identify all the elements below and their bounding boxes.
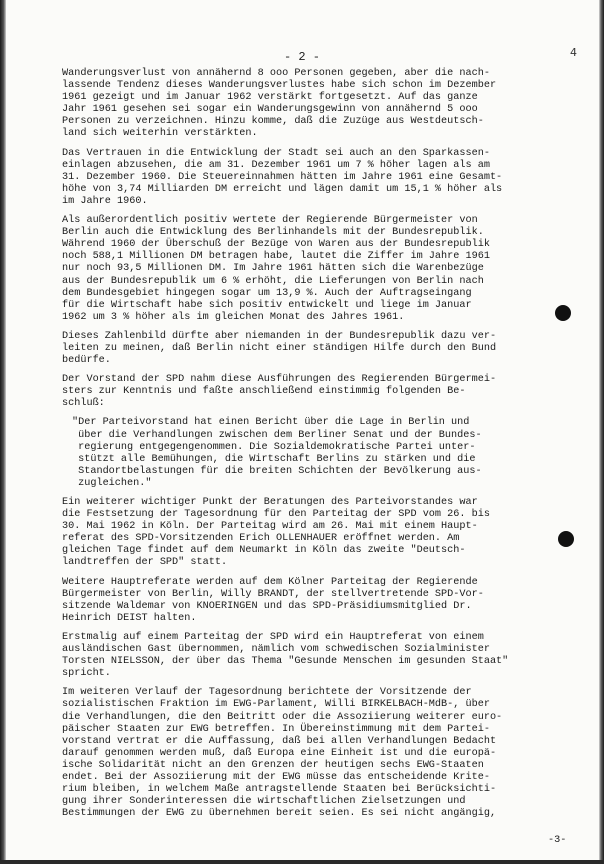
corner-mark: 4 bbox=[570, 46, 577, 59]
text-line: die Festsetzung der Tagesordnung für den Parteitag der SPD vom 26. bis bbox=[62, 509, 490, 521]
text-line: 1962 um 3 % höher als im gleichen Monat des Jahres 1961. bbox=[62, 311, 405, 323]
paragraph bbox=[62, 632, 590, 680]
text-line: ische Solidarität nicht an den Grenzen der heutigen sechs EWG-Staaten bbox=[62, 759, 484, 771]
text-line: Wanderungsverlust von annähernd 8 ooo Personen gegeben, aber die nach- bbox=[62, 68, 490, 79]
document-body bbox=[62, 68, 590, 827]
text-line: sitzende Waldemar von KNOERINGEN und das SPD-Präsidiumsmitglied Dr. bbox=[62, 600, 472, 612]
text-line: höhe von 3,74 Milliarden DM erreicht und lägen damit um 15,1 % höher als bbox=[62, 183, 503, 195]
text-line: Während 1960 der Überschuß der Bezüge von Waren aus der Bundesrepublik bbox=[62, 239, 490, 251]
text-line: Der Vorstand der SPD nahm diese Ausführungen des Regierenden Bürgermei- bbox=[62, 374, 497, 386]
text-line: 30. Mai 1962 in Köln. Der Parteitag wird am 26. Mai mit einem Haupt- bbox=[62, 521, 478, 533]
text-line: die Verhandlungen, die den Beitritt oder die Assoziierung weiterer euro- bbox=[62, 711, 503, 723]
text-line: über die Verhandlungen zwischen dem Berliner Senat und der Bundes- bbox=[72, 429, 482, 441]
text-line: rium bleiben, in welchem Maße antragstellende Staaten bei Berücksichti- bbox=[62, 784, 497, 796]
text-line: dem Bundesgebiet hingegen sogar um 13,9 %. Auch der Auftragseingang bbox=[62, 287, 472, 299]
text-line: land sich weiterhin verstärkten. bbox=[62, 128, 258, 140]
text-line: stützt alle Bemühungen, die Wirtschaft Berlins zu stärken und die bbox=[72, 453, 476, 465]
text-line: spricht. bbox=[62, 668, 111, 680]
text-line: Heinrich DEIST halten. bbox=[62, 612, 197, 624]
text-line: Torsten NIELSSON, der über das Thema "Gesunde Menschen im gesunden Staat" bbox=[62, 656, 509, 668]
text-line: referat des SPD-Vorsitzenden Erich OLLENHAUER eröffnet werden. Am bbox=[62, 533, 460, 545]
paragraph bbox=[62, 68, 590, 141]
scan-border-right bbox=[599, 0, 604, 864]
quoted-resolution bbox=[72, 417, 590, 490]
text-line: Weitere Hauptreferate werden auf dem Kölner Parteitag der Regierende bbox=[62, 576, 478, 588]
text-line: ausländischen Gast übernommen, nämlich vom schwedischen Sozialminister bbox=[62, 644, 490, 656]
paragraph bbox=[62, 577, 590, 625]
text-line: noch 588,1 Millionen DM betragen habe, lautet die Ziffer im Jahre 1961 bbox=[62, 251, 490, 263]
text-line: landtreffen der SPD" statt. bbox=[62, 557, 228, 569]
text-line: darauf genommen werden muß, daß Europa eine Einheit ist und die europä- bbox=[62, 747, 497, 759]
text-line: im Jahre 1960. bbox=[62, 195, 148, 207]
text-line: leiten zu meinen, daß Berlin nicht einer ständigen Hilfe durch den Bund bbox=[62, 342, 497, 354]
text-line: Personen zu verzeichnen. Hinzu komme, daß die Zuzüge aus Westdeutsch- bbox=[62, 116, 484, 128]
text-line: päischer Staaten zur EWG betreffen. In Übereinstimmung mit dem Partei- bbox=[62, 723, 490, 735]
text-line: vorstand vertrat er die Auffassung, daß bei allen Verhandlungen Bedacht bbox=[62, 735, 497, 747]
text-line: Standortbelastungen für die breiten Schichten der Bevölkerung aus- bbox=[72, 465, 482, 477]
text-line: bedürfe. bbox=[62, 355, 111, 367]
text-line: Bürgermeister von Berlin, Willy BRANDT, der stellvertretende SPD-Vor- bbox=[62, 588, 484, 600]
text-line: schluß: bbox=[62, 398, 105, 410]
scan-border-bottom bbox=[0, 860, 604, 864]
text-line: regierung entgegengenommen. Die Sozialdemokratische Partei unter- bbox=[72, 441, 476, 453]
paragraph bbox=[62, 497, 590, 570]
text-line: aus der Bundesrepublik um 6 % erhöht, die Lieferungen von Berlin nach bbox=[62, 275, 484, 287]
text-line: endet. Bei der Assoziierung mit der EWG müsse das entscheidende Krite- bbox=[62, 771, 490, 783]
text-line: 31. Dezember 1960. Die Steuereinnahmen hätten im Jahre 1961 eine Gesamt- bbox=[62, 171, 503, 183]
text-line: zugleichen." bbox=[72, 477, 152, 489]
text-line: sters zur Kenntnis und faßte anschließend einstimmig folgenden Be- bbox=[62, 386, 466, 398]
paragraph bbox=[62, 215, 590, 324]
scan-border-left bbox=[0, 0, 6, 864]
paragraph bbox=[62, 374, 590, 410]
text-line: nur noch 93,5 Millionen DM. Im Jahre 1961 hätten sich die Warenbezüge bbox=[62, 263, 484, 275]
text-line: für die Wirtschaft habe sich positiv entwickelt und liege im Januar bbox=[62, 299, 472, 311]
paragraph bbox=[62, 331, 590, 367]
text-line: einlagen abzusehen, die am 31. Dezember 1961 um 7 % höher lagen als am bbox=[62, 159, 490, 171]
text-line: Als außerordentlich positiv wertete der Regierende Bürgermeister von bbox=[62, 215, 478, 227]
text-line: Dieses Zahlenbild dürfte aber niemanden in der Bundesrepublik dazu ver- bbox=[62, 330, 497, 342]
text-line: Berlin auch die Entwicklung des Berlinhandels mit der Bundesrepublik. bbox=[62, 227, 484, 239]
text-line: Das Vertrauen in die Entwicklung der Stadt sei auch an den Sparkassen- bbox=[62, 147, 490, 159]
paragraph bbox=[62, 148, 590, 208]
text-line: lassende Tendenz dieses Wanderungsverlustes habe sich schon im Dezember bbox=[62, 80, 497, 92]
text-line: Jahr 1961 gesehen sei sogar ein Wanderungsgewinn von annähernd 5 ooo bbox=[62, 104, 478, 116]
text-line: Bestimmungen der EWG zu übernehmen bereit seien. Es sei nicht angängig, bbox=[62, 808, 497, 820]
text-line: sozialistischen Fraktion im EWG-Parlament, Willi BIRKELBACH-MdB-, über bbox=[62, 699, 490, 711]
text-line: Ein weiterer wichtiger Punkt der Beratungen des Parteivorstandes war bbox=[62, 497, 478, 508]
text-line: gleichen Tage findet auf dem Neumarkt in Köln das zweite "Deutsch- bbox=[62, 545, 466, 557]
text-line: "Der Parteivorstand hat einen Bericht über die Lage in Berlin und bbox=[72, 417, 470, 429]
text-line: Erstmalig auf einem Parteitag der SPD wird ein Hauptreferat von einem bbox=[62, 631, 484, 643]
continuation-mark: -3- bbox=[548, 835, 567, 846]
text-line: 1961 gezeigt und im Januar 1962 verstärkt fortgesetzt. Auf das ganze bbox=[62, 92, 478, 104]
text-line: gung ihrer Sonderinteressen die wirtschaftlichen Zielsetzungen und bbox=[62, 796, 466, 808]
text-line: Im weiteren Verlauf der Tagesordnung berichtete der Vorsitzende der bbox=[62, 687, 472, 699]
paragraph bbox=[62, 687, 590, 820]
page-number: - 2 - bbox=[283, 50, 320, 64]
